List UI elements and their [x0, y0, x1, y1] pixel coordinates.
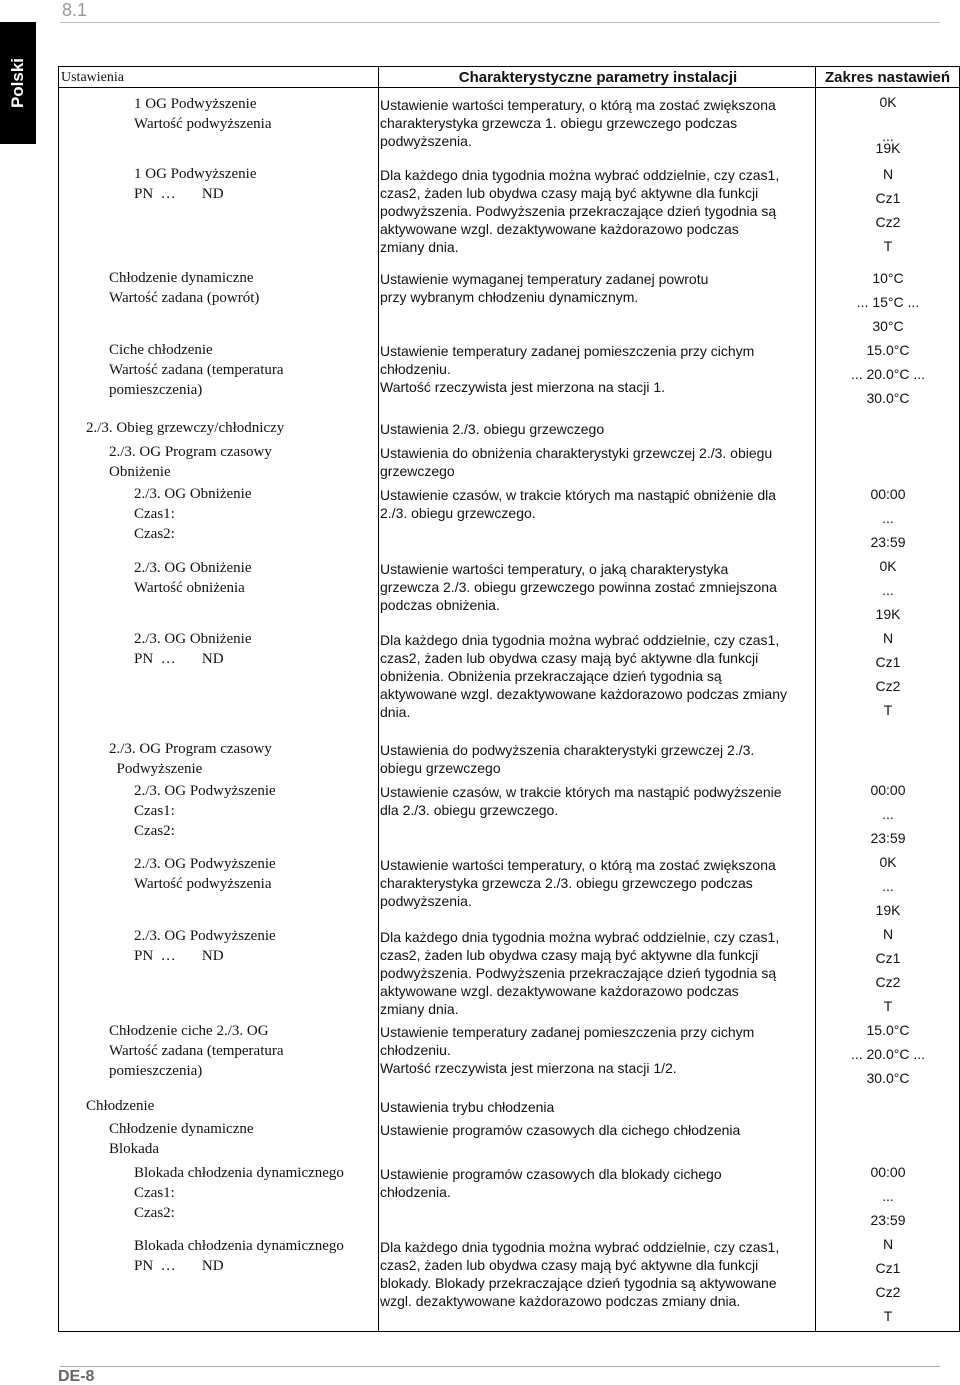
range-value: ...: [882, 806, 894, 822]
description-line: dnia.: [380, 704, 411, 720]
setting-line: Czas2:: [134, 823, 175, 839]
range-value: 23:59: [870, 534, 906, 550]
range-value: 23:59: [870, 1212, 906, 1228]
range-value: 30.0°C: [866, 1070, 910, 1086]
setting-line: Czas1:: [134, 803, 175, 819]
range-value: ...: [882, 582, 894, 598]
description-line: dla 2./3. obiegu grzewczego.: [380, 802, 559, 818]
top-divider: [60, 22, 940, 23]
range-value: Cz2: [875, 214, 901, 230]
bottom-divider: [60, 1366, 940, 1367]
range-value: ... 15°C ...: [856, 294, 920, 310]
setting-line: 2./3. OG Podwyższenie: [134, 928, 276, 944]
description-line: 2./3. obiegu grzewczego.: [380, 505, 536, 521]
column-header-settings: Ustawienia: [61, 70, 124, 85]
setting-line: pomieszczenia): [109, 1063, 203, 1079]
range-value: N: [882, 1236, 894, 1252]
setting-line: Wartość zadana (temperatura: [109, 1043, 284, 1059]
description-line: Wartość rzeczywista jest mierzona na stacji 1.: [380, 379, 666, 395]
setting-description: [380, 783, 814, 819]
language-tab-label: Polski: [8, 57, 27, 109]
description-line: Ustawienie czasów, w trakcie których ma nastąpić podwyższenie: [380, 784, 782, 800]
description-line: zmiany dnia.: [380, 239, 459, 255]
setting-line: Blokada chłodzenia dynamicznego: [134, 1238, 344, 1254]
description-line: Ustawienie temperatury zadanej pomieszczenia przy cichym: [380, 343, 755, 359]
setting-line: PN … ND: [134, 1258, 224, 1274]
range-value: ... 20.0°C ...: [850, 366, 926, 382]
description-line: podwyższenia.: [380, 133, 472, 149]
setting-line: 2./3. OG Obniżenie: [134, 631, 252, 647]
setting-name: [109, 1021, 284, 1081]
setting-description: [380, 856, 814, 910]
range-value: T: [883, 238, 893, 254]
setting-description: [380, 420, 814, 438]
description-line: Wartość rzeczywista jest mierzona na stacji 1/2.: [380, 1060, 677, 1076]
section-number: 8.1: [62, 0, 88, 20]
range-value: 19K: [875, 902, 901, 918]
setting-description: [380, 928, 814, 1018]
setting-description: [380, 342, 814, 396]
range-value: 19K: [875, 140, 901, 156]
description-line: obiegu grzewczego: [380, 760, 501, 776]
description-line: Ustawienia do podwyższenia charakterystyki grzewczej 2./3.: [380, 742, 755, 758]
description-line: Ustawienia do obniżenia charakterystyki grzewczej 2./3. obiegu: [380, 445, 773, 461]
setting-name: [134, 484, 251, 544]
setting-description: [380, 631, 814, 721]
setting-name: [86, 418, 284, 438]
description-line: podwyższenia. Podwyższenia przekraczające dzień tygodnia są: [380, 203, 777, 219]
setting-line: Blokada chłodzenia dynamicznego: [134, 1165, 344, 1181]
range-value: 0K: [879, 558, 897, 574]
setting-line: 2./3. OG Obniżenie: [134, 486, 252, 502]
description-line: Ustawienie wartości temperatury, o którą ma zostać zwiększona: [380, 857, 776, 873]
setting-line: 2./3. Obieg grzewczy/chłodniczy: [86, 420, 285, 436]
setting-line: Czas1:: [134, 506, 175, 522]
description-line: czas2, żaden lub obydwa czasy mają być aktywne dla funkcji: [380, 947, 759, 963]
setting-description: [380, 741, 814, 777]
setting-name: [109, 442, 272, 482]
language-tab: [0, 22, 36, 144]
setting-name: [109, 739, 272, 779]
range-value: ... 20.0°C ...: [850, 1046, 926, 1062]
description-line: Ustawienia trybu chłodzenia: [380, 1099, 555, 1115]
description-line: Dla każdego dnia tygodnia można wybrać oddzielnie, czy czas1,: [380, 929, 780, 945]
description-line: czas2, żaden lub obydwa czasy mają być aktywne dla funkcji: [380, 185, 759, 201]
setting-line: 2./3. OG Program czasowy: [109, 741, 272, 757]
setting-line: Czas1:: [134, 1185, 175, 1201]
setting-description: [380, 1121, 814, 1139]
description-line: blokady. Blokady przekraczające dzień tygodnia są aktywowane: [380, 1275, 777, 1291]
setting-line: Podwyższenie: [109, 761, 203, 777]
range-value: Cz2: [875, 1284, 901, 1300]
range-value: Cz1: [875, 950, 901, 966]
column-header-range: Zakres nastawień: [824, 69, 951, 86]
description-line: podwyższenia. Podwyższenia przekraczające dzień tygodnia są: [380, 965, 777, 981]
description-line: Ustawienie programów czasowych dla cichego chłodzenia: [380, 1122, 741, 1138]
description-line: Dla każdego dnia tygodnia można wybrać oddzielnie, czy czas1,: [380, 632, 780, 648]
setting-line: Chłodzenie: [86, 1098, 155, 1114]
description-line: czas2, żaden lub obydwa czasy mają być aktywne dla funkcji: [380, 1257, 759, 1273]
description-line: podwyższenia.: [380, 893, 472, 909]
setting-description: [380, 1098, 814, 1116]
description-line: Ustawienie temperatury zadanej pomieszczenia przy cichym: [380, 1024, 755, 1040]
setting-line: 2./3. OG Program czasowy: [109, 444, 272, 460]
setting-description: [380, 96, 814, 150]
setting-name: [109, 268, 259, 308]
setting-line: 2./3. OG Podwyższenie: [134, 856, 276, 872]
range-value: Cz1: [875, 1260, 901, 1276]
setting-name: [109, 340, 284, 400]
setting-line: Wartość obniżenia: [134, 580, 245, 596]
range-value: ...: [882, 128, 894, 144]
setting-name: [134, 854, 276, 894]
description-line: grzewcza 2./3. obiegu grzewczego powinna zostać zmniejszona: [380, 579, 777, 595]
setting-description: [380, 444, 814, 480]
setting-name: [134, 164, 256, 204]
setting-name: [134, 781, 276, 841]
description-line: zmiany dnia.: [380, 1001, 459, 1017]
description-line: podczas obniżenia.: [380, 597, 500, 613]
range-value: T: [883, 998, 893, 1014]
range-value: T: [883, 1308, 893, 1324]
description-line: przy wybranym chłodzeniu dynamicznym.: [380, 289, 639, 305]
range-value: Cz1: [875, 190, 901, 206]
setting-name: [134, 94, 272, 134]
setting-line: Wartość podwyższenia: [134, 116, 272, 132]
setting-line: Blokada: [109, 1141, 159, 1157]
setting-name: [134, 558, 251, 598]
description-line: chłodzeniu.: [380, 361, 451, 377]
range-value: N: [882, 166, 894, 182]
description-line: Ustawienie wartości temperatury, o którą ma zostać zwiększona: [380, 97, 776, 113]
description-line: charakterystyka grzewcza 2./3. obiegu grzewczego podczas: [380, 875, 753, 891]
setting-line: Wartość zadana (temperatura: [109, 362, 284, 378]
description-line: chłodzenia.: [380, 1184, 451, 1200]
setting-line: Chłodzenie dynamiczne: [109, 270, 254, 286]
column-header-characteristics: Charakterystyczne parametry instalacji: [458, 69, 738, 86]
setting-line: PN … ND: [134, 948, 224, 964]
range-value: Cz2: [875, 678, 901, 694]
description-line: obniżenia. Obniżenia przekraczające dzień tygodnia są: [380, 668, 722, 684]
description-line: Ustawienie czasów, w trakcie których ma nastąpić obniżenie dla: [380, 487, 777, 503]
setting-line: Wartość podwyższenia: [134, 876, 272, 892]
range-value: 00:00: [870, 782, 906, 798]
setting-description: [380, 486, 814, 522]
range-value: 00:00: [870, 486, 906, 502]
setting-description: [380, 166, 814, 256]
table-header: [59, 67, 959, 88]
setting-line: pomieszczenia): [109, 382, 203, 398]
range-value: Cz1: [875, 654, 901, 670]
description-line: aktywowane wzgl. dezaktywowane każdorazowo podczas zmiany: [380, 686, 787, 702]
range-value: 15.0°C: [866, 342, 910, 358]
range-value: Cz2: [875, 974, 901, 990]
description-line: charakterystyka grzewcza 1. obiegu grzewczego podczas: [380, 115, 738, 131]
description-line: Ustawienia 2./3. obiegu grzewczego: [380, 421, 605, 437]
setting-line: Chłodzenie ciche 2./3. OG: [109, 1023, 269, 1039]
range-value: 0K: [879, 94, 897, 110]
description-line: Ustawienie wymaganej temperatury zadanej powrotu: [380, 271, 709, 287]
range-value: 30°C: [872, 318, 904, 334]
range-value: 15.0°C: [866, 1022, 910, 1038]
range-value: 00:00: [870, 1164, 906, 1180]
setting-line: Ciche chłodzenie: [109, 342, 213, 358]
range-value: ...: [882, 878, 894, 894]
setting-description: [380, 270, 814, 306]
setting-line: 2./3. OG Podwyższenie: [134, 783, 276, 799]
page-number: DE-8: [58, 1368, 95, 1385]
setting-line: Wartość zadana (powrót): [109, 290, 260, 306]
description-line: Ustawienie wartości temperatury, o jaką charakterystyka: [380, 561, 729, 577]
setting-line: Czas2:: [134, 1205, 175, 1221]
range-value: 23:59: [870, 830, 906, 846]
setting-line: Obniżenie: [109, 464, 171, 480]
setting-description: [380, 560, 814, 614]
column-divider: [815, 67, 816, 1331]
setting-line: 1 OG Podwyższenie: [134, 96, 257, 112]
description-line: chłodzeniu.: [380, 1042, 451, 1058]
range-value: N: [882, 630, 894, 646]
description-line: aktywowane wzgl. dezaktywowane każdorazowo podczas: [380, 983, 739, 999]
setting-name: [134, 1236, 344, 1276]
setting-line: PN … ND: [134, 651, 224, 667]
setting-description: [380, 1238, 814, 1310]
range-value: 10°C: [872, 270, 904, 286]
description-line: wzgl. dezaktywowane każdorazowo podczas zmiany dnia.: [380, 1293, 741, 1309]
column-divider: [378, 67, 379, 1331]
setting-name: [109, 1119, 254, 1159]
description-line: Dla każdego dnia tygodnia można wybrać oddzielnie, czy czas1,: [380, 1239, 780, 1255]
setting-line: PN … ND: [134, 186, 224, 202]
setting-name: [86, 1096, 154, 1116]
setting-line: 1 OG Podwyższenie: [134, 166, 257, 182]
setting-name: [134, 629, 251, 669]
setting-name: [134, 1163, 344, 1223]
range-value: T: [883, 702, 893, 718]
setting-description: [380, 1165, 814, 1201]
setting-name: [134, 926, 276, 966]
description-line: Ustawienie programów czasowych dla blokady cichego: [380, 1166, 722, 1182]
setting-description: [380, 1023, 814, 1077]
description-line: aktywowane wzgl. dezaktywowane każdorazowo podczas: [380, 221, 739, 237]
description-line: Dla każdego dnia tygodnia można wybrać oddzielnie, czy czas1,: [380, 167, 780, 183]
range-value: ...: [882, 1188, 894, 1204]
range-value: 19K: [875, 606, 901, 622]
range-value: ...: [882, 510, 894, 526]
setting-line: Chłodzenie dynamiczne: [109, 1121, 254, 1137]
range-value: 30.0°C: [866, 390, 910, 406]
description-line: grzewczego: [380, 463, 455, 479]
setting-line: 2./3. OG Obniżenie: [134, 560, 252, 576]
description-line: czas2, żaden lub obydwa czasy mają być aktywne dla funkcji: [380, 650, 759, 666]
setting-line: Czas2:: [134, 526, 175, 542]
range-value: N: [882, 926, 894, 942]
range-value: 0K: [879, 854, 897, 870]
